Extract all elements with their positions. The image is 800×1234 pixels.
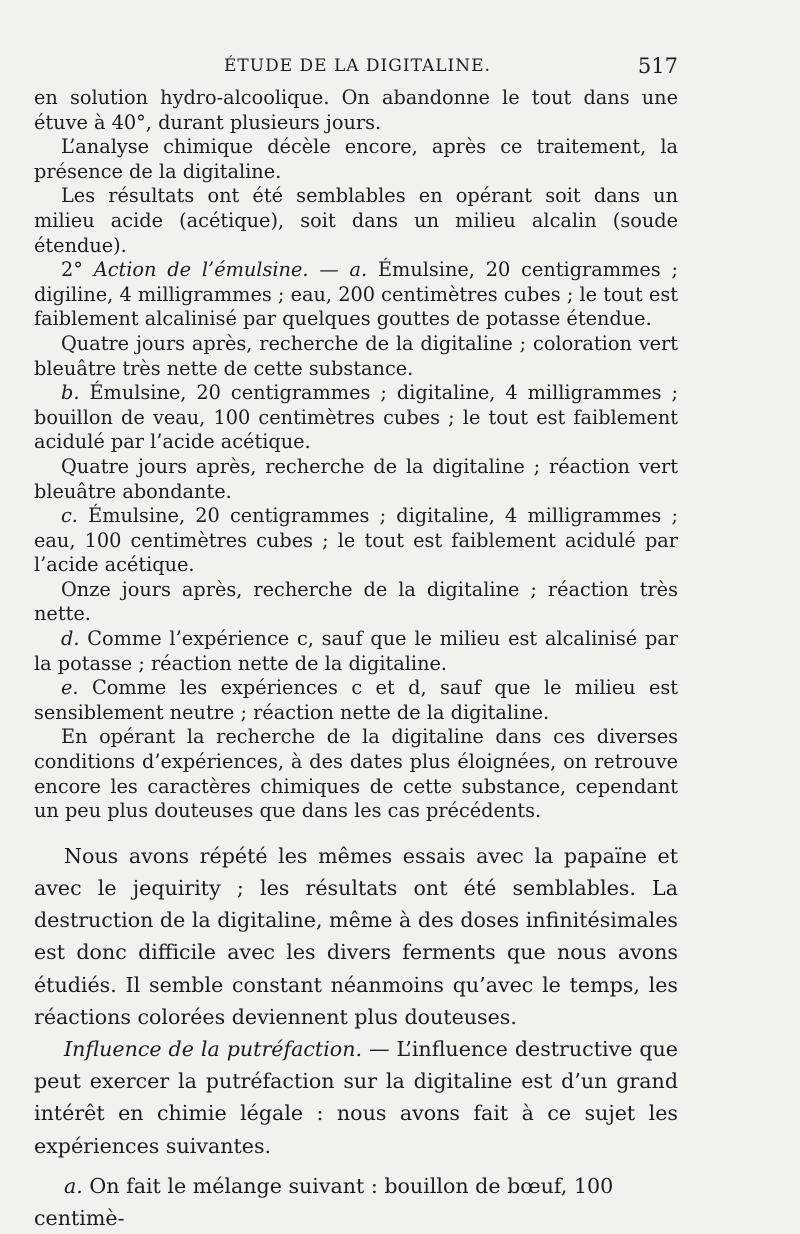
- section-gap: [34, 1162, 678, 1170]
- paragraph: e. Comme les expériences c et d, sauf que le milieu est sensiblement neutre ; réaction nette de la digitaline.: [34, 676, 678, 724]
- paragraph: a. On fait le mélange suivant : bouillon de bœuf, 100 centimè-: [34, 1173, 614, 1231]
- page-number: 517: [637, 54, 678, 78]
- page-header: [34, 56, 678, 86]
- section-gap: [34, 824, 678, 840]
- paragraph: Quatre jours après, recherche de la digitaline ; coloration vert bleuâtre très nette de cette substance.: [34, 331, 678, 380]
- body-text: [34, 86, 678, 1234]
- running-title: ÉTUDE DE LA DIGITALINE.: [224, 56, 491, 76]
- paragraph: En opérant la recherche de la digitaline dans ces diverses conditions d’expériences, à des dates plus éloignées, on retrouve encore les caractères chimiques de cette substance, cependant un peu plus douteuses que dans les cas précédents.: [34, 725, 678, 823]
- paragraph: Nous avons répété les mêmes essais avec la papaïne et avec le jequirity ; les résultats ont été semblables. La destruction de la digitaline, même à des doses infinitésimales est donc difficile avec les divers ferments que nous avons étudiés. Il semble constant néanmoins qu’avec le temps, les réactions colorées deviennent plus douteuses.: [34, 843, 678, 1029]
- paragraph: b. Émulsine, 20 centigrammes ; digitaline, 4 milligrammes ; bouillon de veau, 100 centimètres cubes ; le tout est faiblement acidulé par l’acide acétique.: [34, 381, 678, 454]
- paragraph: d. Comme l’expérience c, sauf que le milieu est alcalinisé par la potasse ; réaction nette de la digitaline.: [34, 627, 678, 675]
- paragraph: c. Émulsine, 20 centigrammes ; digitaline, 4 milligrammes ; eau, 100 centimètres cubes ; le tout est faiblement acidulé par l’acide acétique.: [34, 504, 678, 577]
- paragraph: 2° Action de l’émulsine. — a. Émulsine, 20 centigrammes ; digiline, 4 milligrammes ; eau, 200 centimètres cubes ; le tout est faiblement alcalinisé par quelques gouttes de potasse étendue.: [34, 258, 678, 331]
- paragraph: Influence de la putréfaction. — L’influence destructive que peut exercer la putréfaction sur la digitaline est d’un grand intérêt en chimie légale : nous avons fait à ce sujet les expériences suivantes.: [34, 1037, 678, 1158]
- paragraph: Quatre jours après, recherche de la digitaline ; réaction vert bleuâtre abondante.: [34, 454, 678, 503]
- paragraph: Les résultats ont été semblables en opérant soit dans un milieu acide (acétique), soit dans un milieu alcalin (soude étendue).: [34, 184, 678, 257]
- paragraph: en solution hydro-alcoolique. On abandonne le tout dans une étuve à 40°, durant plusieurs jours.: [34, 86, 678, 134]
- paragraph: Onze jours après, recherche de la digitaline ; réaction très nette.: [34, 577, 678, 626]
- paragraph: L’analyse chimique décèle encore, après ce traitement, la présence de la digitaline.: [34, 135, 678, 183]
